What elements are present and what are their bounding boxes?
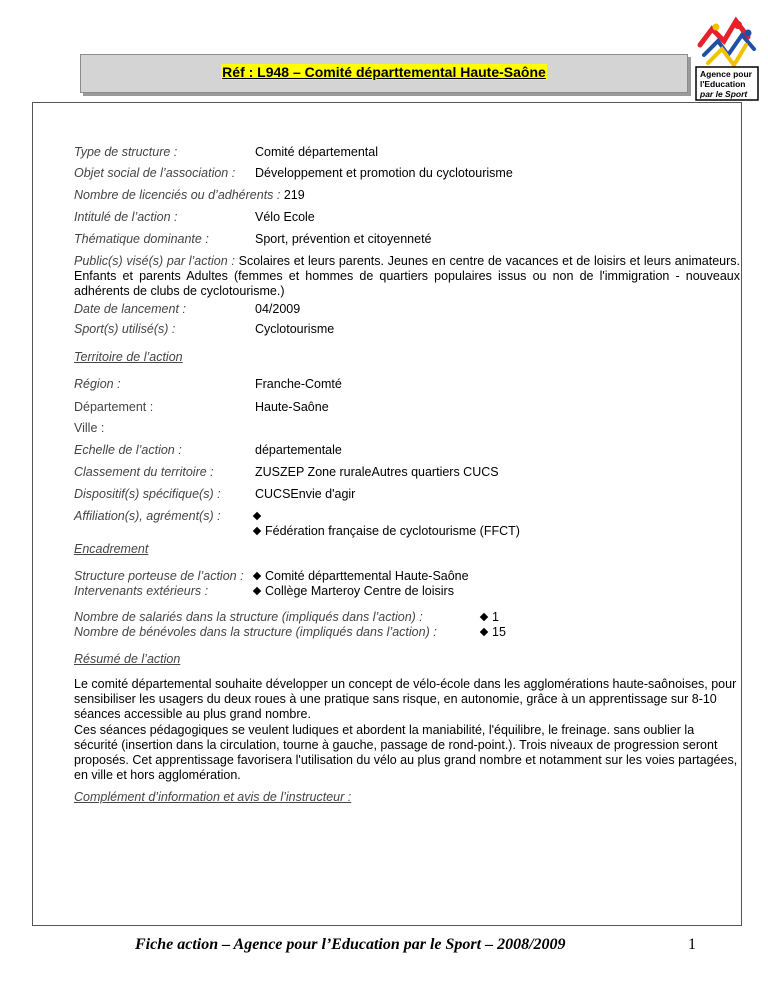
diamond-bullet-icon (253, 572, 261, 580)
benevoles-value: 15 (492, 625, 506, 639)
echelle-value: départementale (255, 443, 342, 457)
page-footer: Fiche action – Agence pour l’Education par le Sport – 2008/2009 (135, 936, 566, 953)
benevoles-label: Nombre de bénévoles dans la structure (impliqués dans l’action) : (74, 625, 437, 639)
svg-text:Agence pour: Agence pour (700, 69, 752, 79)
diamond-bullet-icon (480, 628, 488, 636)
objet-social-label: Objet social de l’association : (74, 166, 236, 180)
nb-licencies-label: Nombre de licenciés ou d’adhérents : (74, 188, 281, 202)
dispositifs-value: CUCSEnvie d'agir (255, 487, 356, 501)
diamond-bullet-icon (253, 512, 261, 520)
resume-heading: Résumé de l’action (74, 652, 181, 666)
affiliation-item: Fédération française de cyclotourisme (FFCT) (252, 524, 520, 539)
structure-porteuse-value: Comité départtemental Haute-Saône (265, 569, 469, 583)
date-lancement-label: Date de lancement : (74, 302, 186, 316)
salaries-value: 1 (492, 610, 499, 624)
ville-label: Ville : (74, 421, 105, 435)
region-label: Région : (74, 377, 121, 391)
type-structure-value: Comité départemental (255, 145, 378, 159)
header-title: Réf : L948 – Comité départtemental Haute-Saône (222, 64, 546, 80)
objet-social-value: Développement et promotion du cyclotourisme (255, 166, 513, 180)
classement-label: Classement du territoire : (74, 465, 214, 479)
encadrement-heading: Encadrement (74, 542, 149, 556)
public-label: Public(s) visé(s) par l’action : (74, 254, 235, 268)
departement-label: Département : (74, 400, 154, 414)
intervenants-value: Collège Marteroy Centre de loisirs (265, 584, 454, 598)
svg-text:l'Education: l'Education (700, 79, 746, 89)
svg-text:par le Sport: par le Sport (700, 89, 748, 99)
date-lancement-value: 04/2009 (255, 302, 301, 316)
type-structure-label: Type de structure : (74, 145, 178, 159)
complement-heading: Complément d’information et avis de l’instructeur : (74, 790, 352, 804)
page-number: 1 (688, 936, 696, 953)
affiliation-item (252, 509, 520, 524)
resume-paragraph-1: Le comité départemental souhaite développer un concept de vélo-école dans les agglomérations haute-saônoises, pour sensibiliser les usagers du deux roues à une pratique sans risque, en autonomie, grâce à un apprentissage sur 8-10 séances accessible au plus grand nombre. (74, 677, 737, 721)
diamond-bullet-icon (253, 527, 261, 535)
nb-licencies-row (74, 188, 740, 203)
agence-sport-logo (694, 15, 760, 101)
dispositifs-label: Dispositif(s) spécifique(s) : (74, 487, 221, 501)
territoire-heading: Territoire de l’action (74, 350, 183, 364)
thematique-value: Sport, prévention et citoyenneté (255, 232, 432, 246)
departement-value: Haute-Saône (255, 400, 329, 414)
intitule-value: Vélo Ecole (255, 210, 315, 224)
sports-label: Sport(s) utilisé(s) : (74, 322, 176, 336)
affiliation-list (252, 509, 520, 539)
intervenants-label: Intervenants extérieurs : (74, 584, 209, 598)
affiliation-label: Affiliation(s), agrément(s) : (74, 509, 221, 523)
diamond-bullet-icon (480, 613, 488, 621)
salaries-label: Nombre de salariés dans la structure (impliqués dans l’action) : (74, 610, 423, 624)
nb-licencies-value: 219 (283, 188, 305, 202)
echelle-label: Echelle de l’action : (74, 443, 182, 457)
sport-figures-logo-icon (694, 15, 760, 101)
header-banner (80, 54, 688, 93)
thematique-label: Thématique dominante : (74, 232, 209, 246)
public-value: Scolaires et leurs parents. Jeunes en centre de vacances et de loisirs et leurs animateurs. Enfants et parents Adultes (femmes et hommes de quartiers populaires issus ou non de l'immigration - nouveaux adhérents de clubs de cyclotourisme.) (74, 254, 740, 298)
structure-porteuse-label: Structure porteuse de l’action : (74, 569, 244, 583)
resume-paragraph-2: Ces séances pédagogiques se veulent ludiques et abordent la maniabilité, l'équilibre, le freinage. sans oublier la sécurité (insertion dans la circulation, tourne à gauche, passage de rond-point.). Trois niveaux de progression seront proposés. Cet apprentissage favorisera l'utilisation du vélo au plus grand nombre et notamment sur les voies partagées, en ville et hors agglomération. (74, 723, 738, 782)
classement-value: ZUSZEP Zone ruraleAutres quartiers CUCS (255, 465, 499, 479)
region-value: Franche-Comté (255, 377, 342, 391)
public-paragraph (74, 254, 740, 299)
intitule-label: Intitulé de l’action : (74, 210, 178, 224)
diamond-bullet-icon (253, 587, 261, 595)
sports-value: Cyclotourisme (255, 322, 335, 336)
